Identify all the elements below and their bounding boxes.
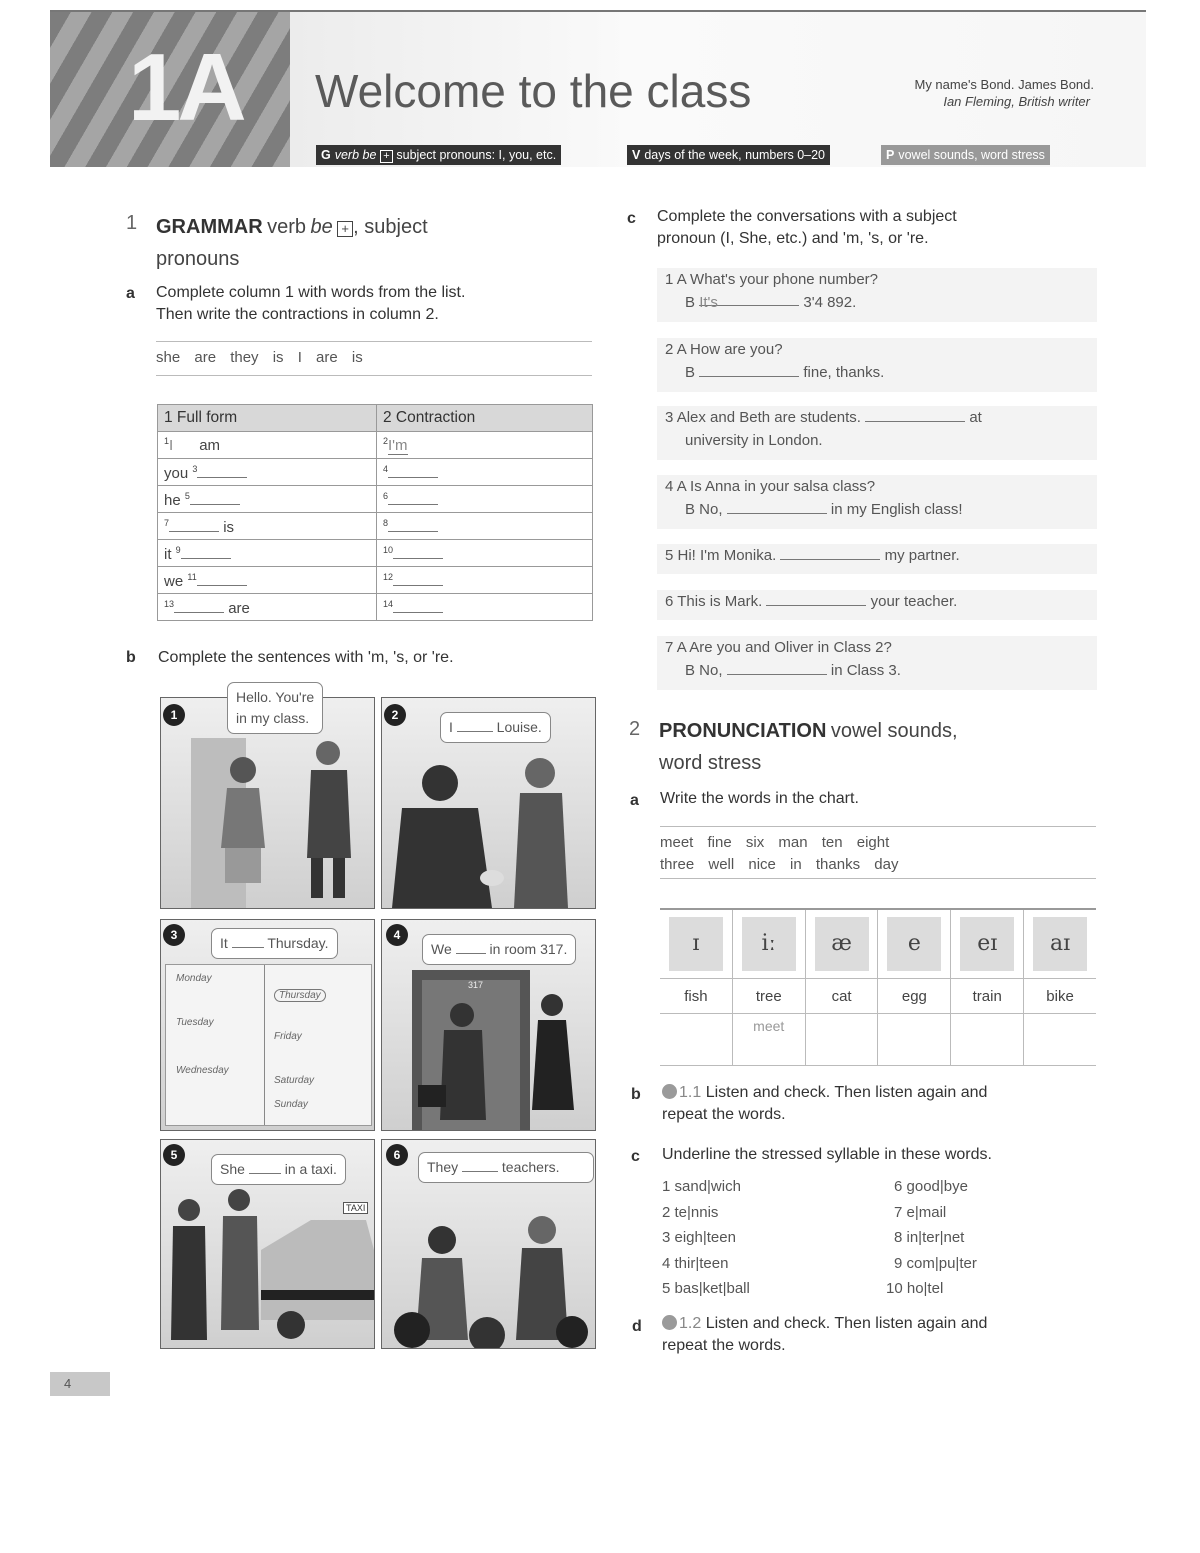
exercise-1b-instruction: Complete the sentences with 'm, 's, or 're. [158,649,454,666]
panel-number: 1 [163,704,185,726]
table-row: $^7$ is $^8$ [158,513,593,540]
conversation-7: 7 A Are you and Oliver in Class 2? B No, in Class 3. [657,636,1097,690]
taxi-illustration [161,1140,374,1348]
speech-bubble: Hello. You're in my class. [227,682,323,734]
answer-row [660,1014,1096,1066]
answer-blank[interactable] [865,407,965,422]
grammar-title: GRAMMAR verb be + , subject pronouns [156,216,428,270]
sound-symbol-row [660,909,1096,979]
sound-word: fish [660,979,732,1014]
sound-word: tree [732,979,805,1014]
table-row: $^{13}$ are $^{14}$ [158,594,593,621]
answer-blank[interactable] [699,362,799,377]
exercise-letter: b [126,649,136,666]
stress-word[interactable]: 8 in|ter|net [894,1229,965,1246]
sound-word: egg [878,979,951,1014]
plus-box-icon: + [337,221,353,237]
page-title: Welcome to the class [315,65,752,117]
comic-panel-1 [160,689,375,909]
answer-blank[interactable] [727,499,827,514]
stress-word[interactable]: 10 ho|tel [886,1280,944,1297]
comic-panel-4 [381,919,596,1131]
answer-blank[interactable] [780,545,880,560]
answer-blank[interactable] [174,598,224,613]
exercise-letter: d [632,1318,642,1335]
speech-bubble: They teachers. [418,1152,594,1183]
plus-box-icon: + [380,150,393,163]
exercise-1a-instruction: Complete column 1 with words from the list. Then write the contractions in column 2. [156,284,466,323]
teachers-classroom-illustration [382,1140,595,1348]
tree-sound-icon: iː [742,917,796,971]
audio-cd-icon [662,1084,677,1099]
classroom-door-illustration [382,920,595,1130]
conversation-4: 4 A Is Anna in your salsa class? B No, in my English class! [657,475,1097,529]
table-row: it $^9$ $^{10}$ [158,540,593,567]
fish-sound-icon: ɪ [669,917,723,971]
header-quote: My name's Bond. James Bond. [914,77,1094,92]
answer-blank[interactable] [181,544,231,559]
divider [156,341,592,342]
panel-number: 5 [163,1144,185,1166]
column-header: 2 Contraction [377,405,593,432]
answer-blank[interactable] [388,517,438,532]
comic-panel-5 [160,1139,375,1349]
answer-blank[interactable] [727,660,827,675]
exercise-letter: c [627,210,636,227]
sound-word: train [951,979,1024,1014]
speech-bubble: We in room 317. [422,934,576,965]
contractions-table [157,404,593,621]
answer-blank[interactable] [393,598,443,613]
table-row: we $^{11}$ $^{12}$ [158,567,593,594]
exercise-1c-instruction: Complete the conversations with a subject pronoun (I, She, etc.) and 'm, 's, or 're. [657,208,957,247]
sound-word: bike [1024,979,1096,1014]
stress-word[interactable]: 7 e|mail [894,1203,947,1221]
stress-word[interactable]: 5 bas|ket|ball [662,1280,750,1297]
tag-grammar: G verb be + subject pronouns: I, you, etc. [316,145,561,165]
answer-blank[interactable] [169,517,219,532]
answer-blank[interactable] [197,463,247,478]
speech-bubble: I Louise. [440,712,551,743]
stress-word[interactable]: 2 te|nnis [662,1203,719,1221]
exercise-letter: c [631,1148,640,1165]
word-list: meet fine six man ten eight three well nice in thanks day [660,834,899,873]
answer-blank[interactable] [388,463,438,478]
answer-blank[interactable] [197,571,247,586]
conversation-6: 6 This is Mark. your teacher. [657,590,1097,620]
answer-cell[interactable] [951,1014,1024,1066]
answer-blank[interactable] [388,490,438,505]
egg-sound-icon: e [887,917,941,971]
quote-author: Ian Fleming, British writer [943,94,1090,109]
answer-cell[interactable] [805,1014,878,1066]
stress-word[interactable]: 4 thir|teen [662,1254,729,1272]
panel-number: 6 [386,1144,408,1166]
exercise-2a-instruction: Write the words in the chart. [660,790,859,807]
conversation-3: 3 Alex and Beth are students. at university in London. [657,406,1097,460]
answer-blank[interactable] [393,544,443,559]
conversation-1: 1 A What's your phone number? B It's 3'4 892. [657,268,1097,322]
tag-vocabulary: V days of the week, numbers 0–20 [627,145,830,165]
answer-cell[interactable] [878,1014,951,1066]
grammar-section-heading: 1 [126,212,138,234]
speech-bubble: She in a taxi. [211,1154,346,1185]
column-header: 1 Full form [158,405,377,432]
unit-number: 1A [128,34,243,141]
exercise-letter: b [631,1086,641,1103]
answer-blank[interactable] [190,490,240,505]
diary-illustration: Monday Thursday Tuesday Friday Wednesday Saturday Sunday [165,964,372,1126]
pronunciation-title: PRONUNCIATION vowel sounds, word stress [659,720,958,774]
pronunciation-section-number: 2 [629,718,641,740]
table-row: he $^5$ $^6$ [158,486,593,513]
panel-number: 3 [163,924,185,946]
train-sound-icon: eɪ [960,917,1014,971]
divider [660,878,1096,879]
panel-number: 2 [384,704,406,726]
taxi-sign: TAXI [343,1202,368,1214]
table-header-row [158,405,593,432]
speech-bubble: It Thursday. [211,928,338,959]
answer-blank[interactable] [766,591,866,606]
answer-cell-example[interactable]: meet [732,1014,805,1066]
bike-sound-icon: aɪ [1033,917,1087,971]
divider [660,826,1096,827]
handshake-illustration [382,698,595,908]
tag-pronunciation: P vowel sounds, word stress [881,145,1050,165]
divider [156,375,592,376]
exercise-2b-instruction: 1.1 Listen and check. Then listen again and repeat the words. [662,1084,988,1123]
door-number: 317 [468,980,484,990]
comic-panel-2 [381,697,596,909]
exercise-2d-instruction: 1.2 Listen and check. Then listen again and repeat the words. [662,1315,988,1354]
audio-cd-icon [662,1315,677,1330]
conversation-2: 2 A How are you? B fine, thanks. [657,338,1097,392]
cat-sound-icon: æ [815,917,869,971]
word-list: she are they is I are is [156,349,363,366]
panel-number: 4 [386,924,408,946]
stress-word[interactable]: 1 sand|wich [662,1178,741,1195]
sound-word: cat [805,979,878,1014]
comic-panel-6 [381,1139,596,1349]
diary-spine [264,965,265,1125]
table-row: you $^3$ $^4$ [158,459,593,486]
classroom-greeting-illustration [161,698,374,908]
answer-blank[interactable] [393,571,443,586]
stress-word-list-right [886,1174,1086,1302]
stress-word[interactable]: 3 eigh|teen [662,1229,736,1246]
stress-word-list-left [662,1174,862,1302]
table-row: $^1$I am $^2$I'm [158,432,593,459]
answer-blank[interactable] [232,933,264,948]
vowel-sounds-chart [660,908,1096,1066]
stress-word[interactable]: 6 good|bye [894,1178,968,1195]
page-number: 4 [50,1372,110,1396]
exercise-letter: a [630,792,639,809]
conversation-5: 5 Hi! I'm Monika. my partner. [657,544,1097,574]
comic-panel-3 [160,919,375,1131]
answer-cell[interactable] [1024,1014,1096,1066]
sound-word-row [660,979,1096,1014]
answer-blank[interactable]: It's [699,291,799,306]
exercise-2c-instruction: Underline the stressed syllable in these words. [662,1146,992,1163]
stress-word[interactable]: 9 com|pu|ter [894,1254,977,1272]
exercise-letter: a [126,285,135,302]
answer-cell[interactable] [660,1014,732,1066]
